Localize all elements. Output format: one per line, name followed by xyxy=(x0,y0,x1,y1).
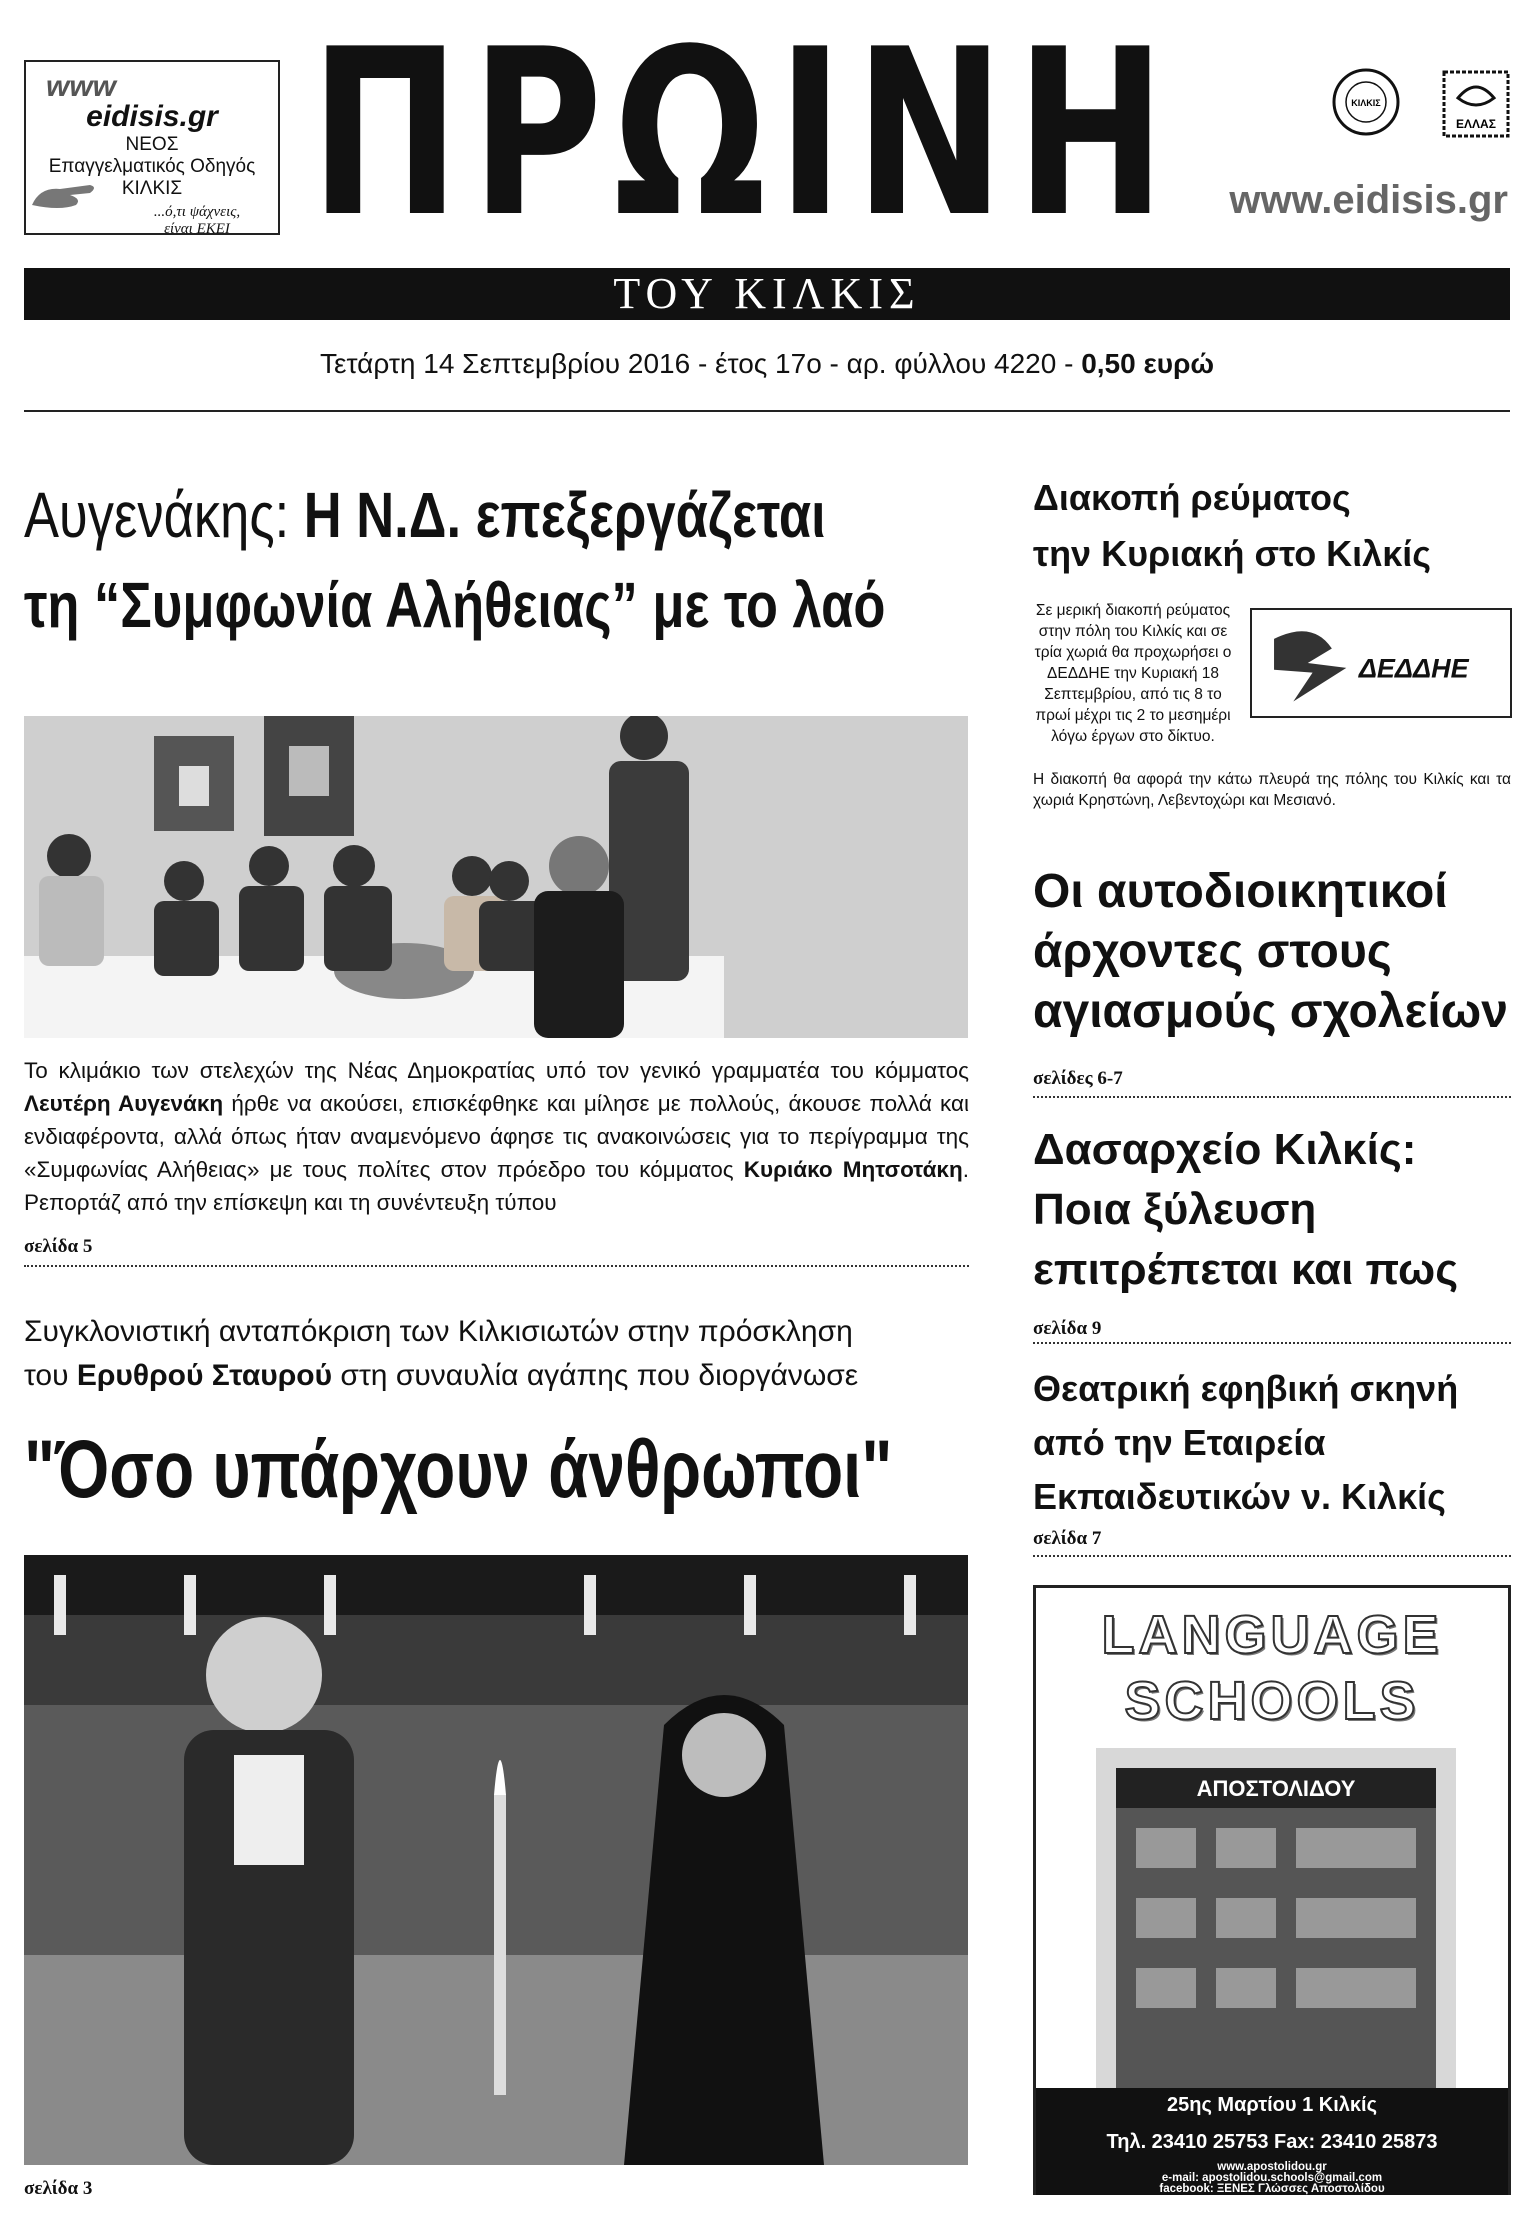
ad-phones: Τηλ. 23410 25753 Fax: 23410 25873 xyxy=(1036,2122,1508,2162)
second-page-ref[interactable]: σελίδα 3 xyxy=(24,2178,93,2199)
theatre-headline-1: Θεατρική εφηβική σκηνή xyxy=(1033,1368,1459,1409)
lead-headline-bold: Η Ν.Δ. επεξεργάζεται xyxy=(303,479,826,551)
forestry-page-ref[interactable]: σελίδα 9 xyxy=(1033,1318,1102,1339)
date-issue: Τετάρτη 14 Σεπτεμβρίου 2016 - έτος 17ο - αρ. φύλλου 4220 - xyxy=(319,348,1082,379)
price: 0,50 ευρώ xyxy=(1081,348,1215,379)
power-cut-headline-2: την Κυριακή στο Κιλκίς xyxy=(1033,533,1432,574)
post-horn-icon xyxy=(1440,68,1512,140)
power-cut-body-1: Σε μερική διακοπή ρεύματος στην πόλη του Κιλκίς και σε τρία χωριά θα προχωρήσει ο ΔΕΔΔΗΕ την Κυριακή 18 Σεπτεμβρίου, από τις 8 το πρωί μέχρι τις 2 το μεσημέρι λόγω έργων στο δίκτυο. xyxy=(1034,602,1232,745)
lead-divider xyxy=(24,1265,969,1267)
kicker-suffix: στη συναυλία αγάπης που διοργάνωσε xyxy=(332,1359,859,1392)
postage-stamp-icon xyxy=(1330,66,1402,138)
lead-headline-line2: τη “Συμφωνία Αλήθειας” με το λαό xyxy=(24,569,886,641)
ad-line-3: ΚΙΛΚΙΣ xyxy=(121,178,183,199)
deddhe-logo-text: ΔΕΔΔΗΕ xyxy=(1358,653,1469,684)
deddhe-logo xyxy=(1250,608,1512,718)
ad-www: www xyxy=(46,70,117,103)
officials-page-ref[interactable]: σελίδες 6-7 xyxy=(1033,1068,1123,1089)
ad-footer xyxy=(1036,2162,1508,2195)
kicker-red-cross: Ερυθρού Σταυρού xyxy=(76,1359,333,1392)
power-cut-headline[interactable] xyxy=(1033,470,1511,582)
ad-email[interactable]: e-mail: apostolidou.schools@gmail.com xyxy=(1161,2172,1383,2184)
power-cut-headline-1: Διακοπή ρεύματος xyxy=(1033,477,1351,518)
language-school-ad[interactable] xyxy=(1033,1585,1511,2195)
forestry-headline-1: Δασαρχείο Κιλκίς: xyxy=(1033,1125,1417,1174)
lead-headline-name: Αυγενάκης: xyxy=(24,479,304,551)
forestry-headline[interactable] xyxy=(1033,1120,1511,1300)
officials-divider xyxy=(1033,1096,1511,1098)
ad-address: 25ης Μαρτίου 1 Κιλκίς xyxy=(1036,2088,1508,2122)
ad-language-title xyxy=(1036,1602,1508,1734)
lead-page-ref[interactable]: σελίδα 5 xyxy=(24,1236,93,1257)
ad-tagline-1: ...ό,τι ψάχνεις, xyxy=(153,204,241,220)
power-cut-body-2: Η διακοπή θα αφορά την κάτω πλευρά της πόλης του Κιλκίς και τα χωριά Κρηστώνη, Λεβεντοχώρι και Μεσιανό. xyxy=(1033,771,1511,809)
ad-line-schools: SCHOOLS xyxy=(1124,1671,1420,1731)
ad-site: eidisis.gr xyxy=(86,100,218,133)
ad-line-2: Επαγγελματικός Οδηγός xyxy=(48,156,256,177)
ad-line-1: ΝΕΟΣ xyxy=(125,134,179,155)
ad-facebook[interactable]: facebook: ΞΕΝΕΣ Γλώσσες Αποστολίδου xyxy=(1159,2183,1385,2195)
lead-body-name-1: Λευτέρη Αυγενάκη xyxy=(24,1091,224,1116)
second-kicker xyxy=(24,1310,969,1398)
forestry-divider xyxy=(1033,1342,1511,1344)
ad-sign: ΑΠΟΣΤΟΛΙΔΟΥ xyxy=(1196,1776,1356,1801)
theatre-headline-2: από την Εταιρεία xyxy=(1033,1422,1326,1463)
ad-tagline-2: είναι ΕΚΕΙ xyxy=(164,221,230,237)
svg-text:ΚΙΛΚΙΣ: ΚΙΛΚΙΣ xyxy=(1351,98,1381,108)
lead-body-text-2: ήρθε να ακούσει, επισκέφθηκε και μίλησε με πολλούς, άκουσε πολλά και ενδιαφέροντα, αλλά όπως ήταν αναμενόμενο άφησε τις ανακοινώσεις για το περίγραμμα της «Συμφωνίας Αλήθειας» με τους πολίτες στον πρόεδρο του κόμματος xyxy=(24,1091,969,1182)
dateline xyxy=(24,348,1510,380)
hand-icon xyxy=(30,175,100,215)
ad-web[interactable]: www.apostolidou.gr xyxy=(1217,2161,1327,2173)
ad-line-language: LANGUAGE xyxy=(1101,1605,1443,1665)
newspaper-title: ΠΡΩΙΝΗ xyxy=(310,1,1177,268)
lead-body-text-1: Το κλιμάκιο των στελεχών της Νέας Δημοκρατίας υπό τον γενικό γραμματέα του κόμματος xyxy=(24,1058,969,1083)
lead-body-text-3: . Ρεπορτάζ από την επίσκεψη και τη συνέντευξη τύπου xyxy=(24,1157,969,1215)
second-kicker-line1: Συγκλονιστική ανταπόκριση των Κιλκισιωτών στην πρόσκληση xyxy=(24,1315,853,1348)
lead-body xyxy=(24,1054,969,1219)
masthead-divider xyxy=(24,410,1510,412)
press-conference-photo[interactable] xyxy=(24,716,968,1038)
svg-text:ΕΛΛΑΣ: ΕΛΛΑΣ xyxy=(1456,117,1496,131)
lead-headline[interactable] xyxy=(24,470,886,650)
officials-headline-3: αγιασμούς σχολείων xyxy=(1033,985,1508,1038)
website-url[interactable]: www.eidisis.gr xyxy=(1229,178,1508,222)
officials-headline-1: Οι αυτοδιοικητικοί xyxy=(1033,865,1448,918)
theatre-headline[interactable] xyxy=(1033,1362,1511,1524)
torch-ceremony-photo[interactable] xyxy=(24,1555,968,2165)
officials-headline[interactable] xyxy=(1033,862,1511,1042)
forestry-headline-2: Ποια ξύλευση xyxy=(1033,1185,1317,1234)
kicker-prefix: του xyxy=(24,1359,77,1392)
theatre-divider xyxy=(1033,1555,1511,1557)
second-headline[interactable]: "Όσο υπάρχουν άνθρωποι" xyxy=(24,1424,893,1515)
theatre-headline-3: Εκπαιδευτικών ν. Κιλκίς xyxy=(1033,1476,1446,1517)
lead-body-name-2: Κυριάκο Μητσοτάκη xyxy=(743,1157,963,1182)
officials-headline-2: άρχοντες στους xyxy=(1033,925,1392,978)
forestry-headline-3: επιτρέπεται και πως xyxy=(1033,1245,1459,1294)
second-kicker-line2 xyxy=(24,1354,969,1398)
subtitle-band: ΤΟΥ ΚΙΛΚΙΣ xyxy=(24,268,1510,320)
theatre-page-ref[interactable]: σελίδα 7 xyxy=(1033,1528,1102,1549)
